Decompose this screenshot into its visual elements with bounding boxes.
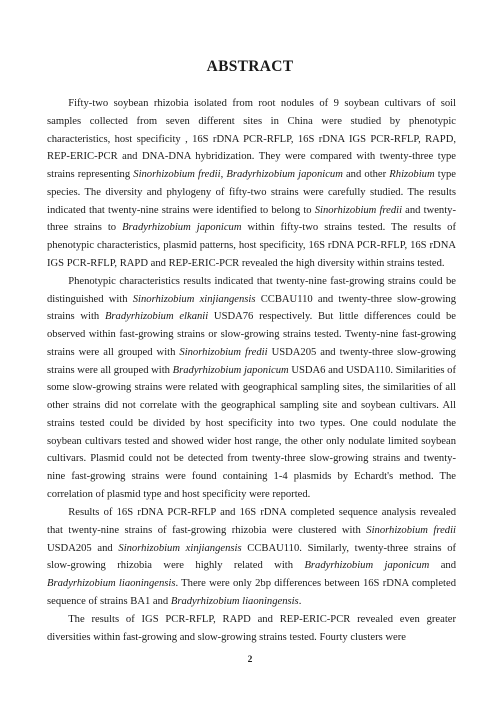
abstract-paragraph — [47, 504, 456, 611]
text-run: within fifty-two strains tested. The results of phenotypic characteristics, plasmid patterns, host specificity, 16S rDNA PCR-RFLP, 16S rDNA IGS PCR-RFLP, RAPD and REP-ERIC-PCR revealed the high diversity within strains tested. — [47, 222, 456, 269]
species-name: Sinorhizobium fredii — [179, 346, 268, 358]
species-name: Sinorhizobium xinjiangensis — [118, 542, 242, 554]
text-run: type species. The diversity and phylogeny of fifty-two strains were carefully studied. The results indicated that twenty-nine strains were identified to belong to — [47, 169, 456, 216]
abstract-paragraph — [47, 273, 456, 504]
text-run: . — [298, 595, 302, 607]
text-run: . There were only 2bp differences between 16S rDNA completed sequence of strains BA1 and — [47, 578, 456, 607]
text-run: CCBAU110. Similarly, twenty-three strains of slow-growing rhizobia were highly related with — [47, 542, 457, 572]
text-run: and — [429, 560, 456, 572]
species-name: Sinorhizobium fredii — [133, 169, 221, 180]
text-run: USDA76 respectively. But little differences could be observed within fast-growing strains or slow-growing strains tested. Twenty-nine fast-growing strains were all grouped with — [47, 311, 456, 358]
page-title: ABSTRACT — [206, 58, 294, 75]
abstract-paragraph — [47, 95, 456, 273]
species-name: Bradyrhizobium elkanii — [104, 311, 209, 323]
text-run: USDA205 and — [47, 542, 119, 554]
species-name: Rhizobium — [389, 169, 435, 180]
text-run: USDA6 and USDA110. Similarities of some slow-growing strains were related with geographical sampling sites, the similarities of all other strains did not correlate with the geographical sampling site and soybean cultivars. All strains tested could be divided by host specificity into two types. One could nodulate the soybean cultivars tested and showed wider host range, the other only nodulate limited soybean cultivars. Plasmid could not be detected from twenty-three slow-growing strains and twenty-nine fast-growing strains were found containing 1-4 plasmids by Echardt's method. The correlation of plasmid type and host specificity were reported. — [47, 364, 457, 500]
species-name: Sinorhizobium fredii — [366, 524, 456, 536]
species-name: Bradyrhizobium japonicum — [172, 364, 289, 376]
text-run: Results of 16S rDNA PCR-RFLP and 16S rDNA completed sequence analysis revealed that twenty-nine strains of fast-growing rhizobia were clustered with — [47, 507, 456, 536]
abstract-body — [47, 95, 456, 646]
text-run: CCBAU110 and twenty-three slow-growing strains with — [47, 293, 456, 323]
text-run: and other — [342, 169, 390, 180]
species-name: Sinorhizobium xinjiangensis — [132, 293, 256, 305]
species-name: Bradyrhizobium liaoningensis — [170, 595, 299, 607]
abstract-paragraph — [47, 611, 456, 647]
page-number: 2 — [247, 655, 253, 665]
species-name: Bradyrhizobium japonicum — [122, 222, 242, 234]
text-run: and twenty-three strains to — [47, 204, 456, 234]
text-run: USDA205 and twenty-three slow-growing strains were all grouped with — [47, 346, 456, 376]
text-run: Phenotypic characteristics results indicated that twenty-nine fast-growing strains could be distinguished with — [47, 275, 456, 305]
species-name: Sinorhizobium fredii — [314, 204, 403, 216]
text-run: Fifty-two soybean rhizobia isolated from root nodules of 9 soybean cultivars of soil samples collected from seven different sites in China were studied by phenotypic characteristics, host specificity , 16S rDNA PCR-RFLP, 16S rDNA IGS PCR-RFLP, RAPD, REP-ERIC-PCR and DNA-DNA hybridization. They were compared with twenty-three type strains representing — [47, 98, 456, 180]
text-run: , — [220, 169, 227, 180]
species-name: Bradyrhizobium liaoningensis — [47, 578, 176, 590]
text-run: The results of IGS PCR-RFLP, RAPD and REP-ERIC-PCR revealed even greater diversities within fast-growing and slow-growing strains tested. Fourty clusters were — [47, 613, 456, 643]
species-name: Bradyrhizobium japonicum — [226, 169, 343, 180]
species-name: Bradyrhizobium japonicum — [304, 560, 430, 572]
